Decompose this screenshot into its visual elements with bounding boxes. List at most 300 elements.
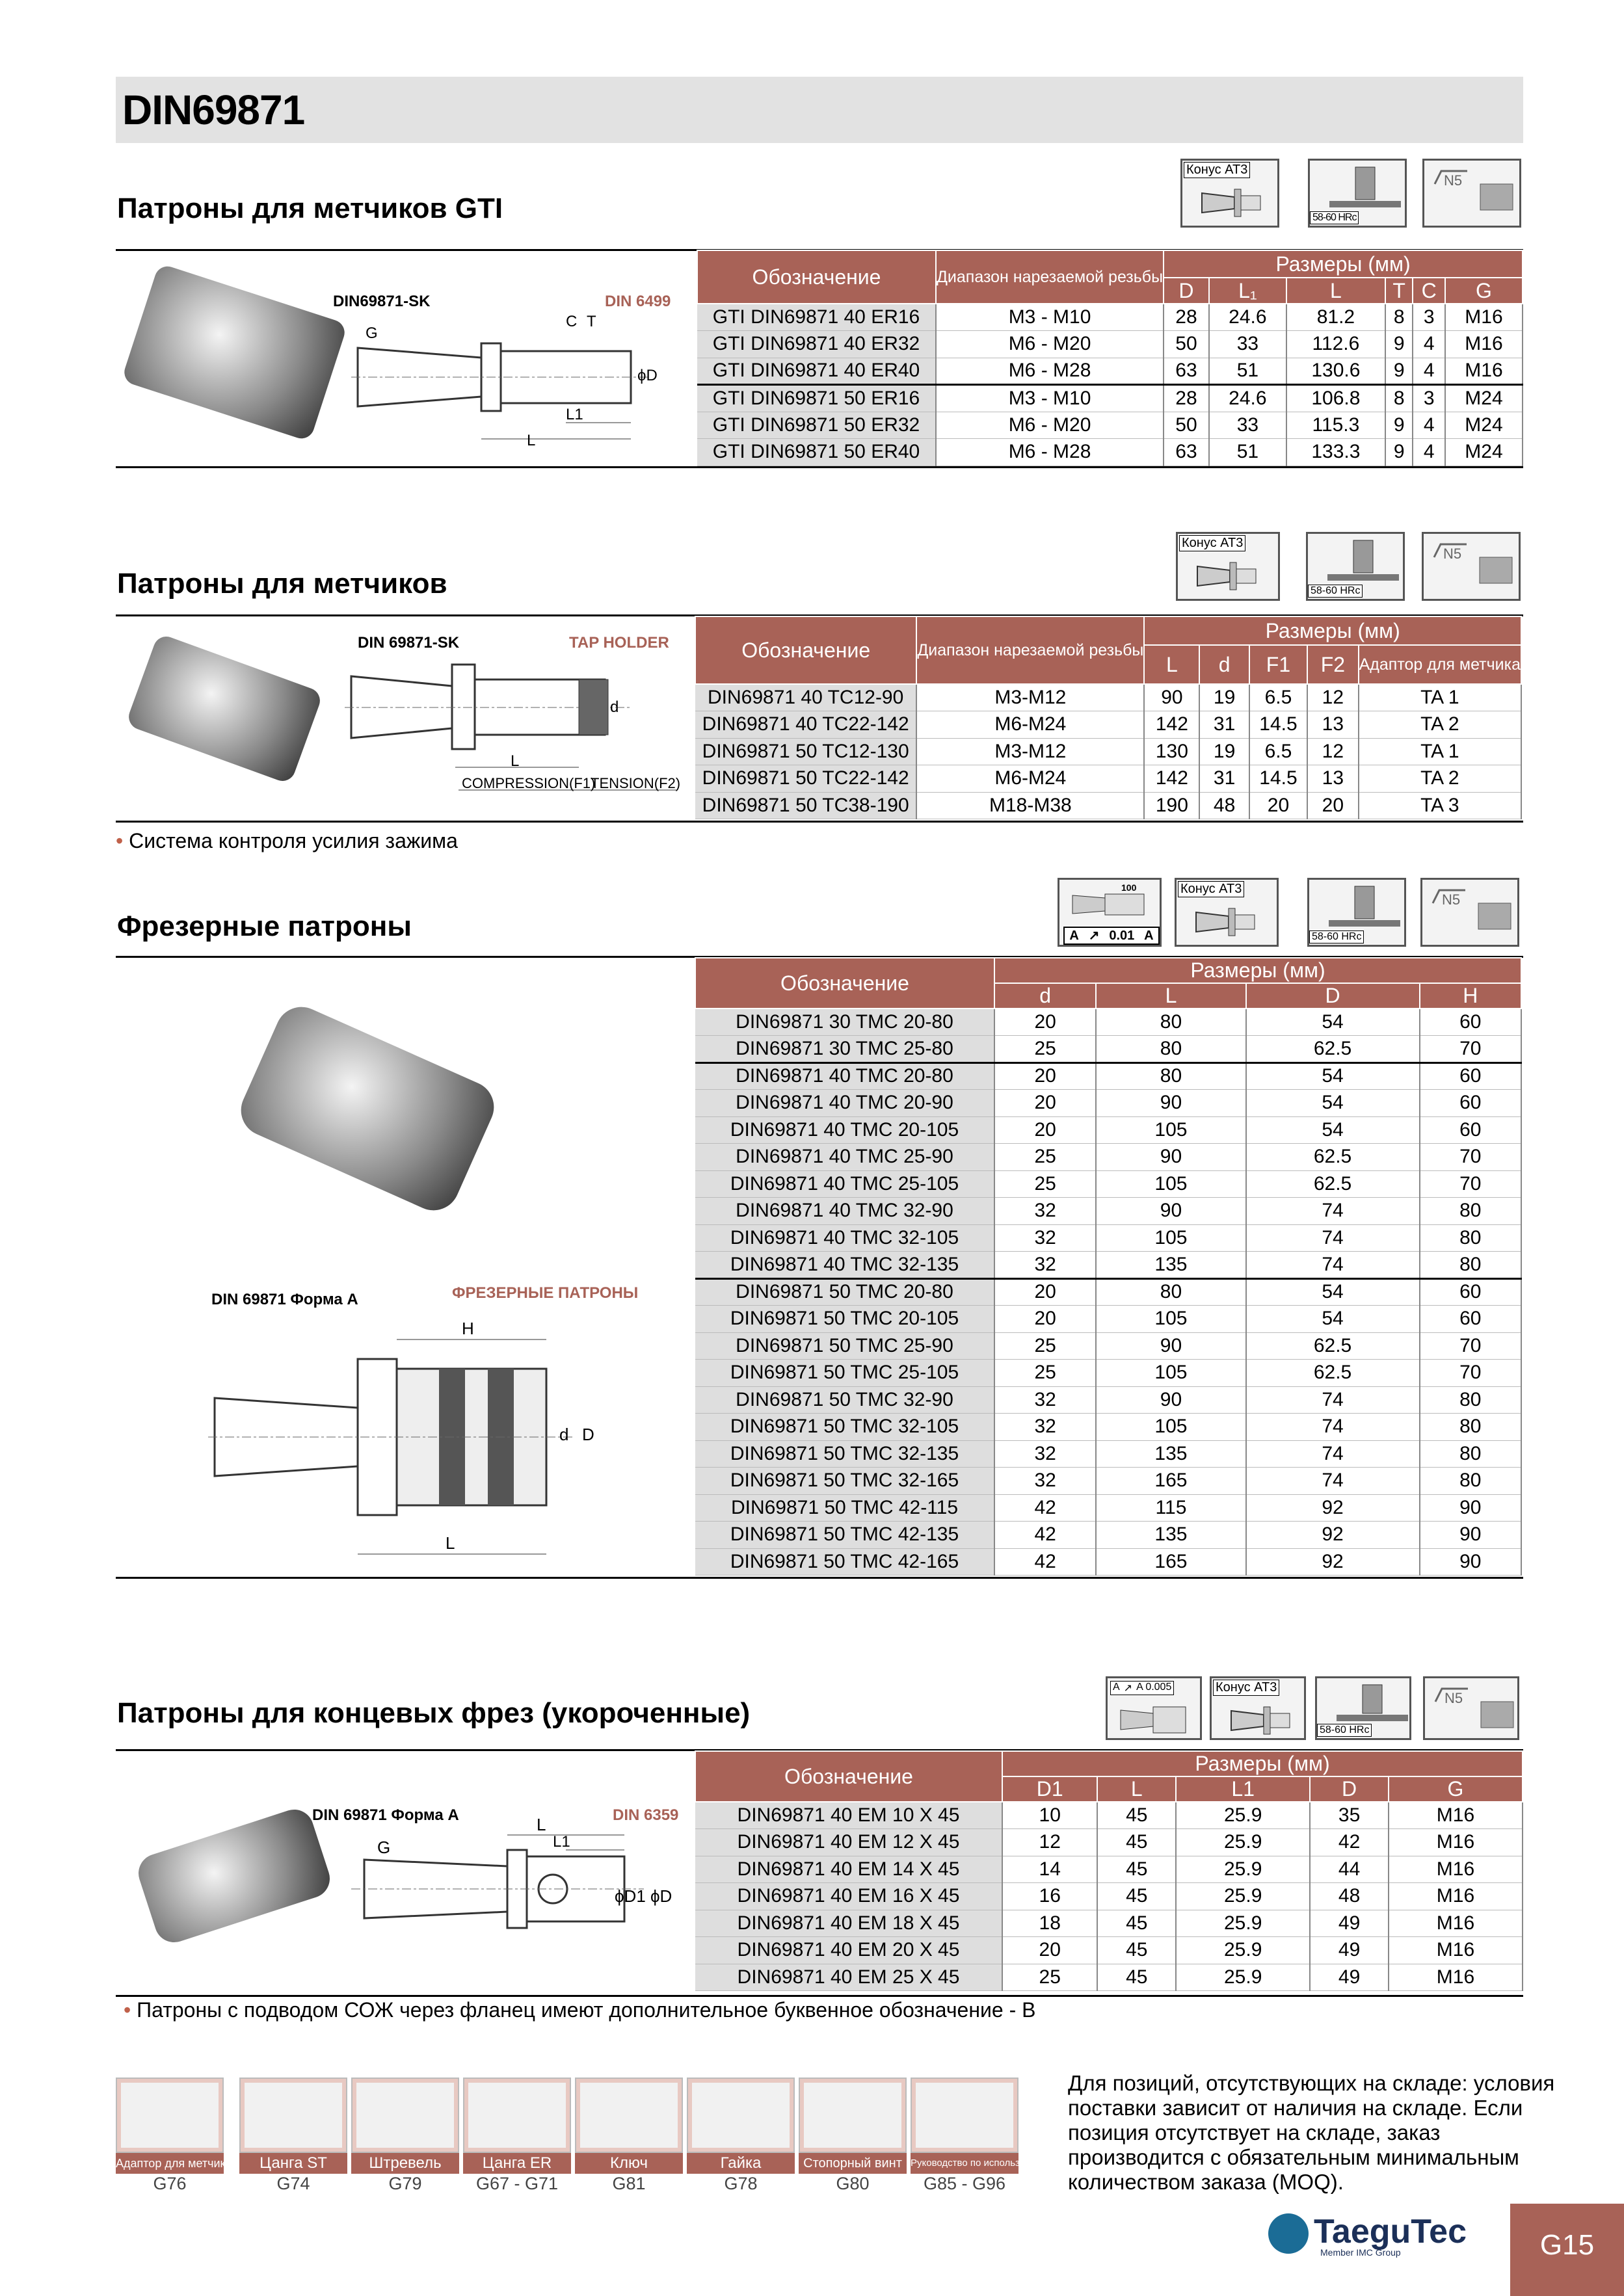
product-photo-gti [121, 263, 348, 442]
cell-value: M18-M38 [916, 792, 1144, 819]
cell-value: 106.8 [1286, 385, 1385, 412]
table-body [695, 684, 1521, 819]
svg-text:G: G [377, 1838, 391, 1857]
cell-value: 105 [1096, 1306, 1245, 1333]
col-header: G [1389, 1776, 1523, 1802]
cell-designation: GTI DIN69871 50 ER32 [697, 412, 936, 439]
cell-designation: DIN69871 40 EM 25 X 45 [695, 1964, 1002, 1991]
section-rule [116, 1577, 1523, 1579]
cell-designation: DIN69871 40 TMC 25-90 [695, 1144, 994, 1171]
svg-text:D: D [582, 1425, 594, 1444]
table-row [695, 1829, 1523, 1856]
cell-value: 25.9 [1176, 1802, 1310, 1829]
cell-value: 62.5 [1246, 1036, 1420, 1063]
table-row [695, 1494, 1521, 1522]
table-row [695, 1937, 1523, 1964]
col-range: Диапазон нарезаемой резьбы [916, 616, 1144, 684]
cell-value: 80 [1096, 1278, 1245, 1306]
cell-value: 135 [1096, 1252, 1245, 1279]
cell-designation: DIN69871 40 EM 14 X 45 [695, 1856, 1002, 1883]
svg-text:L: L [537, 1815, 546, 1834]
technical-drawing-gti [351, 312, 689, 452]
cell-value: 14 [1002, 1856, 1097, 1883]
cell-value: 92 [1246, 1494, 1420, 1522]
cell-value: 74 [1246, 1440, 1420, 1468]
cell-value: 44 [1310, 1856, 1389, 1883]
cell-value: 80 [1420, 1224, 1521, 1252]
cell-value: 45 [1097, 1829, 1176, 1856]
section-rule [116, 821, 1523, 823]
icon-row-s1 [1180, 159, 1522, 229]
col-designation: Обозначение [695, 616, 916, 684]
table-row [697, 412, 1523, 439]
cell-designation: DIN69871 50 TMC 20-105 [695, 1306, 994, 1333]
hardness-icon: 58-60 HRc [1306, 532, 1405, 601]
cell-value: 25 [994, 1332, 1096, 1360]
cell-value: M3-M12 [916, 738, 1144, 765]
cell-value: M6-M24 [916, 765, 1144, 793]
cell-value: 105 [1096, 1170, 1245, 1198]
cell-value: 19 [1199, 684, 1249, 711]
hardness-icon: 58-60 HRc [1308, 159, 1407, 228]
svg-text:G: G [366, 324, 378, 342]
table-row [697, 439, 1523, 466]
technical-drawing-tap [345, 650, 683, 800]
surface-finish-icon [1420, 878, 1519, 947]
col-dims: Размеры (мм) [1144, 616, 1521, 645]
svg-text:L: L [527, 432, 536, 449]
cell-value: 80 [1420, 1252, 1521, 1279]
col-header: d [994, 983, 1096, 1009]
cell-value: 62.5 [1246, 1360, 1420, 1387]
svg-text:L1: L1 [566, 406, 583, 423]
hardness-icon: 58-60 HRc [1307, 878, 1406, 947]
product-photo-tap [125, 633, 323, 784]
cell-designation: DIN69871 40 TC12-90 [695, 684, 916, 711]
section-rule [116, 1995, 1523, 1997]
cell-value: 45 [1097, 1883, 1176, 1910]
cell-value: 45 [1097, 1856, 1176, 1883]
cell-value: 60 [1420, 1116, 1521, 1144]
cell-value: 60 [1420, 1009, 1521, 1036]
cell-designation: DIN69871 50 TMC 25-90 [695, 1332, 994, 1360]
table-row [695, 765, 1521, 793]
cell-value: 25.9 [1176, 1937, 1310, 1964]
cell-value: 45 [1097, 1910, 1176, 1937]
cell-value: 25.9 [1176, 1883, 1310, 1910]
section-rule [116, 466, 1523, 468]
cell-value: 25 [1002, 1964, 1097, 1991]
accessory-wrench[interactable]: Ключ G81 [575, 2078, 683, 2194]
cell-value: 25.9 [1176, 1964, 1310, 1991]
cell-value: 31 [1199, 711, 1249, 739]
drawing-standard: DIN 6499 [605, 293, 671, 310]
cell-value: 60 [1420, 1306, 1521, 1333]
cell-value: 70 [1420, 1170, 1521, 1198]
cell-designation: DIN69871 50 TC38-190 [695, 792, 916, 819]
cell-designation: DIN69871 50 TMC 32-105 [695, 1414, 994, 1441]
note-s2: • Система контроля усилия зажима [116, 829, 458, 852]
drawing-label: DIN 69871 Форма A [211, 1291, 358, 1308]
cell-value: 105 [1096, 1414, 1245, 1441]
svg-text:N5: N5 [1444, 172, 1463, 189]
col-header: d [1199, 645, 1249, 684]
cell-value: 54 [1246, 1062, 1420, 1090]
cell-value: 25.9 [1176, 1829, 1310, 1856]
cell-value: 112.6 [1286, 331, 1385, 358]
cell-designation: DIN69871 40 TMC 20-80 [695, 1062, 994, 1090]
cell-value: 135 [1096, 1522, 1245, 1549]
cell-designation: DIN69871 40 EM 10 X 45 [695, 1802, 1002, 1829]
cell-value: 20 [994, 1062, 1096, 1090]
cell-value: 54 [1246, 1009, 1420, 1036]
cell-designation: DIN69871 50 TMC 42-115 [695, 1494, 994, 1522]
table-body [695, 1009, 1521, 1576]
cell-value: 20 [994, 1306, 1096, 1333]
cell-value: 18 [1002, 1910, 1097, 1937]
product-photo-milling [233, 999, 502, 1219]
cell-value: 105 [1096, 1116, 1245, 1144]
table-row [695, 1062, 1521, 1090]
table-row [695, 738, 1521, 765]
table-row [697, 358, 1523, 385]
col-header: L [1096, 983, 1245, 1009]
table-row [695, 1036, 1521, 1063]
cell-value: 90 [1420, 1494, 1521, 1522]
cell-designation: GTI DIN69871 50 ER40 [697, 439, 936, 466]
svg-text:H: H [462, 1319, 474, 1338]
taper-at3-icon: Конус AT3 [1176, 532, 1280, 601]
accessory-pull-stud[interactable]: Штревель G79 [351, 2078, 459, 2194]
svg-text:N5: N5 [1444, 1690, 1463, 1706]
cell-value: 19 [1199, 738, 1249, 765]
cell-value: 92 [1246, 1548, 1420, 1576]
cell-value: 14.5 [1249, 711, 1307, 739]
header-bar [116, 77, 1523, 143]
cell-value: 42 [994, 1548, 1096, 1576]
table-row [695, 1252, 1521, 1279]
cell-designation: DIN69871 50 TMC 42-135 [695, 1522, 994, 1549]
cell-designation: DIN69871 40 TMC 25-105 [695, 1170, 994, 1198]
cell-value: 48 [1310, 1883, 1389, 1910]
cell-value: 3 [1413, 385, 1445, 412]
cell-value: 16 [1002, 1883, 1097, 1910]
cell-value: 70 [1420, 1360, 1521, 1387]
cell-value: 42 [1310, 1829, 1389, 1856]
cell-designation: DIN69871 40 EM 18 X 45 [695, 1910, 1002, 1937]
note-s4: • Патроны с подводом СОЖ через фланец имеют дополнительное буквенное обозначение - B [124, 1998, 1036, 2022]
cell-value: 60 [1420, 1062, 1521, 1090]
cell-value: TA 2 [1359, 711, 1521, 739]
cell-value: M16 [1389, 1964, 1523, 1991]
cell-value: 8 [1385, 385, 1413, 412]
cell-value: 80 [1096, 1062, 1245, 1090]
surface-finish-icon [1422, 532, 1521, 601]
product-photo-endmill [133, 1804, 335, 1947]
drawing-label: DIN69871-SK [333, 293, 431, 310]
cell-designation: DIN69871 50 TC22-142 [695, 765, 916, 793]
svg-text:L: L [446, 1533, 455, 1553]
accessory-set-screw[interactable]: Стопорный винт G80 [799, 2078, 907, 2194]
svg-text:COMPRESSION(F1): COMPRESSION(F1) [462, 775, 596, 791]
cell-value: TA 1 [1359, 738, 1521, 765]
cell-value: 33 [1209, 412, 1286, 439]
svg-text:L1: L1 [553, 1833, 570, 1851]
cell-value: 60 [1420, 1090, 1521, 1117]
cell-value: 31 [1199, 765, 1249, 793]
logo-mark-icon [1268, 2213, 1309, 2254]
cell-value: 60 [1420, 1278, 1521, 1306]
cell-value: 165 [1096, 1548, 1245, 1576]
cell-value: 3 [1413, 304, 1445, 331]
cell-value: 90 [1420, 1522, 1521, 1549]
cell-value: 142 [1144, 711, 1199, 739]
drawing-label: DIN 69871 Форма A [312, 1806, 459, 1824]
col-header: D [1164, 278, 1209, 304]
table-tap [695, 616, 1522, 819]
cell-value: 105 [1096, 1360, 1245, 1387]
svg-text:C: C [566, 313, 578, 330]
table-row [695, 684, 1521, 711]
table-row [697, 331, 1523, 358]
accessory-nut[interactable]: Гайка G78 [687, 2078, 795, 2194]
col-header: D1 [1002, 1776, 1097, 1802]
cell-value: 4 [1413, 331, 1445, 358]
col-designation: Обозначение [695, 958, 994, 1009]
cell-value: 4 [1413, 358, 1445, 385]
table-row [695, 1964, 1523, 1991]
cell-designation: DIN69871 40 TC22-142 [695, 711, 916, 739]
cell-value: M16 [1389, 1829, 1523, 1856]
cell-value: 6.5 [1249, 738, 1307, 765]
accessories-bar [116, 2078, 1065, 2208]
cell-value: 10 [1002, 1802, 1097, 1829]
cell-value: 70 [1420, 1036, 1521, 1063]
cell-value: 45 [1097, 1802, 1176, 1829]
cell-value: 9 [1385, 358, 1413, 385]
cell-value: M16 [1389, 1937, 1523, 1964]
cell-value: 51 [1209, 358, 1286, 385]
col-header: D [1310, 1776, 1389, 1802]
surface-finish-icon [1422, 159, 1521, 228]
svg-text:ϕD1: ϕD1 [615, 1886, 646, 1906]
cell-value: 33 [1209, 331, 1286, 358]
section-title-endmill: Патроны для концевых фрез (укороченные) [117, 1697, 751, 1729]
cell-designation: GTI DIN69871 40 ER32 [697, 331, 936, 358]
cell-value: 63 [1164, 439, 1209, 466]
cell-value: 70 [1420, 1144, 1521, 1171]
cell-value: 25 [994, 1036, 1096, 1063]
cell-designation: DIN69871 40 TMC 20-90 [695, 1090, 994, 1117]
table-row [697, 385, 1523, 412]
table-row [695, 1522, 1521, 1549]
cell-designation: GTI DIN69871 40 ER16 [697, 304, 936, 331]
cell-value: 20 [994, 1116, 1096, 1144]
cell-value: 74 [1246, 1386, 1420, 1414]
col-dims: Размеры (мм) [1002, 1751, 1523, 1776]
accessory-collet-st[interactable]: Цанга ST G74 [239, 2078, 347, 2194]
cell-value: 70 [1420, 1332, 1521, 1360]
cell-value: 20 [1307, 792, 1359, 819]
drawing-standard: TAP HOLDER [569, 634, 669, 652]
drawing-label: DIN 69871-SK [358, 634, 460, 652]
cell-designation: DIN69871 50 TC12-130 [695, 738, 916, 765]
col-header: L [1097, 1776, 1176, 1802]
cell-value: 74 [1246, 1224, 1420, 1252]
accessory-tap-adapter[interactable]: Адаптор для метчика G76 [116, 2078, 224, 2194]
cell-value: M16 [1445, 358, 1523, 385]
cell-value: 20 [994, 1009, 1096, 1036]
cell-value: 80 [1420, 1468, 1521, 1495]
cell-value: 115 [1096, 1494, 1245, 1522]
cell-designation: DIN69871 40 EM 12 X 45 [695, 1829, 1002, 1856]
cell-value: 62.5 [1246, 1332, 1420, 1360]
cell-value: 51 [1209, 439, 1286, 466]
cell-value: 63 [1164, 358, 1209, 385]
stock-note: Для позиций, отсутствующих на складе: условия поставки зависит от наличия на складе. Если позиция отсутствует на складе, заказ производится с обязательным минимальным количеством заказа (MOQ). [1068, 2071, 1555, 2194]
svg-text:T: T [587, 313, 596, 330]
cell-value: 165 [1096, 1468, 1245, 1495]
icon-row-s4 [1106, 1676, 1523, 1741]
cell-value: M16 [1389, 1910, 1523, 1937]
table-row [695, 1440, 1521, 1468]
cell-value: 25.9 [1176, 1856, 1310, 1883]
table-row [695, 1170, 1521, 1198]
cell-value: 20 [1249, 792, 1307, 819]
cell-value: 90 [1096, 1386, 1245, 1414]
cell-value: TA 2 [1359, 765, 1521, 793]
cell-value: TA 1 [1359, 684, 1521, 711]
cell-value: 8 [1385, 304, 1413, 331]
cell-value: 74 [1246, 1414, 1420, 1441]
cell-value: 32 [994, 1440, 1096, 1468]
cell-value: 80 [1420, 1386, 1521, 1414]
cell-value: 133.3 [1286, 439, 1385, 466]
cell-value: 24.6 [1209, 304, 1286, 331]
cell-designation: DIN69871 50 TMC 25-105 [695, 1360, 994, 1387]
cell-value: M6 - M28 [936, 439, 1164, 466]
table-endmill [695, 1750, 1523, 1991]
col-header: F2 [1307, 645, 1359, 684]
cell-value: 4 [1413, 439, 1445, 466]
cell-value: 20 [1002, 1937, 1097, 1964]
cell-value: 105 [1096, 1224, 1245, 1252]
accessory-manual[interactable]: Руководство по использованию G85 - G96 [911, 2078, 1018, 2194]
table-body [695, 1802, 1523, 1991]
section-title-milling: Фрезерные патроны [117, 910, 412, 942]
svg-text:d: d [610, 698, 619, 716]
cell-value: M3-M12 [916, 684, 1144, 711]
taper-at3-icon: Конус AT3 [1175, 878, 1279, 947]
cell-value: 74 [1246, 1468, 1420, 1495]
cell-designation: GTI DIN69871 40 ER40 [697, 358, 936, 385]
cell-designation: DIN69871 40 TMC 20-105 [695, 1116, 994, 1144]
drawing-standard: DIN 6359 [613, 1806, 679, 1824]
cell-designation: DIN69871 40 EM 16 X 45 [695, 1883, 1002, 1910]
svg-text:L: L [511, 752, 520, 770]
svg-text:TENSION(F2): TENSION(F2) [591, 775, 681, 791]
cell-value: M16 [1389, 1883, 1523, 1910]
cell-value: 90 [1096, 1332, 1245, 1360]
col-header: D [1246, 983, 1420, 1009]
cell-value: 48 [1199, 792, 1249, 819]
cell-designation: DIN69871 40 TMC 32-135 [695, 1252, 994, 1279]
cell-value: 50 [1164, 331, 1209, 358]
col-header: L1 [1176, 1776, 1310, 1802]
col-header: L₁ [1209, 278, 1286, 304]
cell-value: 13 [1307, 765, 1359, 793]
runout-icon: 100 A ↗ 0.01 A [1058, 878, 1162, 947]
cell-value: 35 [1310, 1802, 1389, 1829]
cell-value: 28 [1164, 304, 1209, 331]
page-number: G15 [1510, 2204, 1624, 2296]
cell-value: 12 [1307, 738, 1359, 765]
cell-value: M16 [1445, 331, 1523, 358]
col-dims: Размеры (мм) [1164, 250, 1523, 278]
cell-value: 32 [994, 1198, 1096, 1225]
cell-designation: DIN69871 50 TMC 32-135 [695, 1440, 994, 1468]
cell-value: 90 [1144, 684, 1199, 711]
cell-value: TA 3 [1359, 792, 1521, 819]
cell-value: 25 [994, 1170, 1096, 1198]
cell-value: 74 [1246, 1252, 1420, 1279]
table-row [695, 1548, 1521, 1576]
col-header: Адаптор для метчика [1359, 645, 1521, 684]
cell-value: M6 - M28 [936, 358, 1164, 385]
hardness-icon: 58-60 HRc [1315, 1676, 1411, 1740]
cell-value: 54 [1246, 1278, 1420, 1306]
runout-icon: A ↗ A 0.005 [1106, 1676, 1202, 1740]
cell-value: 32 [994, 1224, 1096, 1252]
table-row [695, 1386, 1521, 1414]
cell-value: M24 [1445, 439, 1523, 466]
table-row [695, 1414, 1521, 1441]
cell-value: 80 [1420, 1414, 1521, 1441]
svg-text:d: d [559, 1425, 569, 1444]
cell-value: M16 [1389, 1802, 1523, 1829]
table-row [695, 1802, 1523, 1829]
col-header: L [1144, 645, 1199, 684]
cell-value: 32 [994, 1252, 1096, 1279]
page-title: DIN69871 [122, 86, 305, 133]
cell-value: 32 [994, 1386, 1096, 1414]
taegutec-logo: TaeguTec Member IMC Group [1268, 2212, 1467, 2258]
cell-value: 135 [1096, 1440, 1245, 1468]
cell-value: 54 [1246, 1090, 1420, 1117]
accessory-collet-er[interactable]: Цанга ER G67 - G71 [463, 2078, 571, 2194]
table-row [697, 304, 1523, 331]
cell-value: M6-M24 [916, 711, 1144, 739]
cell-value: 24.6 [1209, 385, 1286, 412]
cell-value: 42 [994, 1522, 1096, 1549]
table-row [695, 1009, 1521, 1036]
col-header: F1 [1249, 645, 1307, 684]
cell-value: 130 [1144, 738, 1199, 765]
table-row [695, 1306, 1521, 1333]
cell-value: 9 [1385, 412, 1413, 439]
table-row [695, 1278, 1521, 1306]
cell-value: 49 [1310, 1910, 1389, 1937]
cell-value: 80 [1096, 1009, 1245, 1036]
table-gti [697, 250, 1523, 466]
table-body [697, 304, 1523, 466]
cell-value: 32 [994, 1414, 1096, 1441]
cell-value: 20 [994, 1278, 1096, 1306]
table-row [695, 792, 1521, 819]
cell-designation: DIN69871 50 TMC 20-80 [695, 1278, 994, 1306]
cell-value: 90 [1420, 1548, 1521, 1576]
cell-designation: DIN69871 50 TMC 42-165 [695, 1548, 994, 1576]
